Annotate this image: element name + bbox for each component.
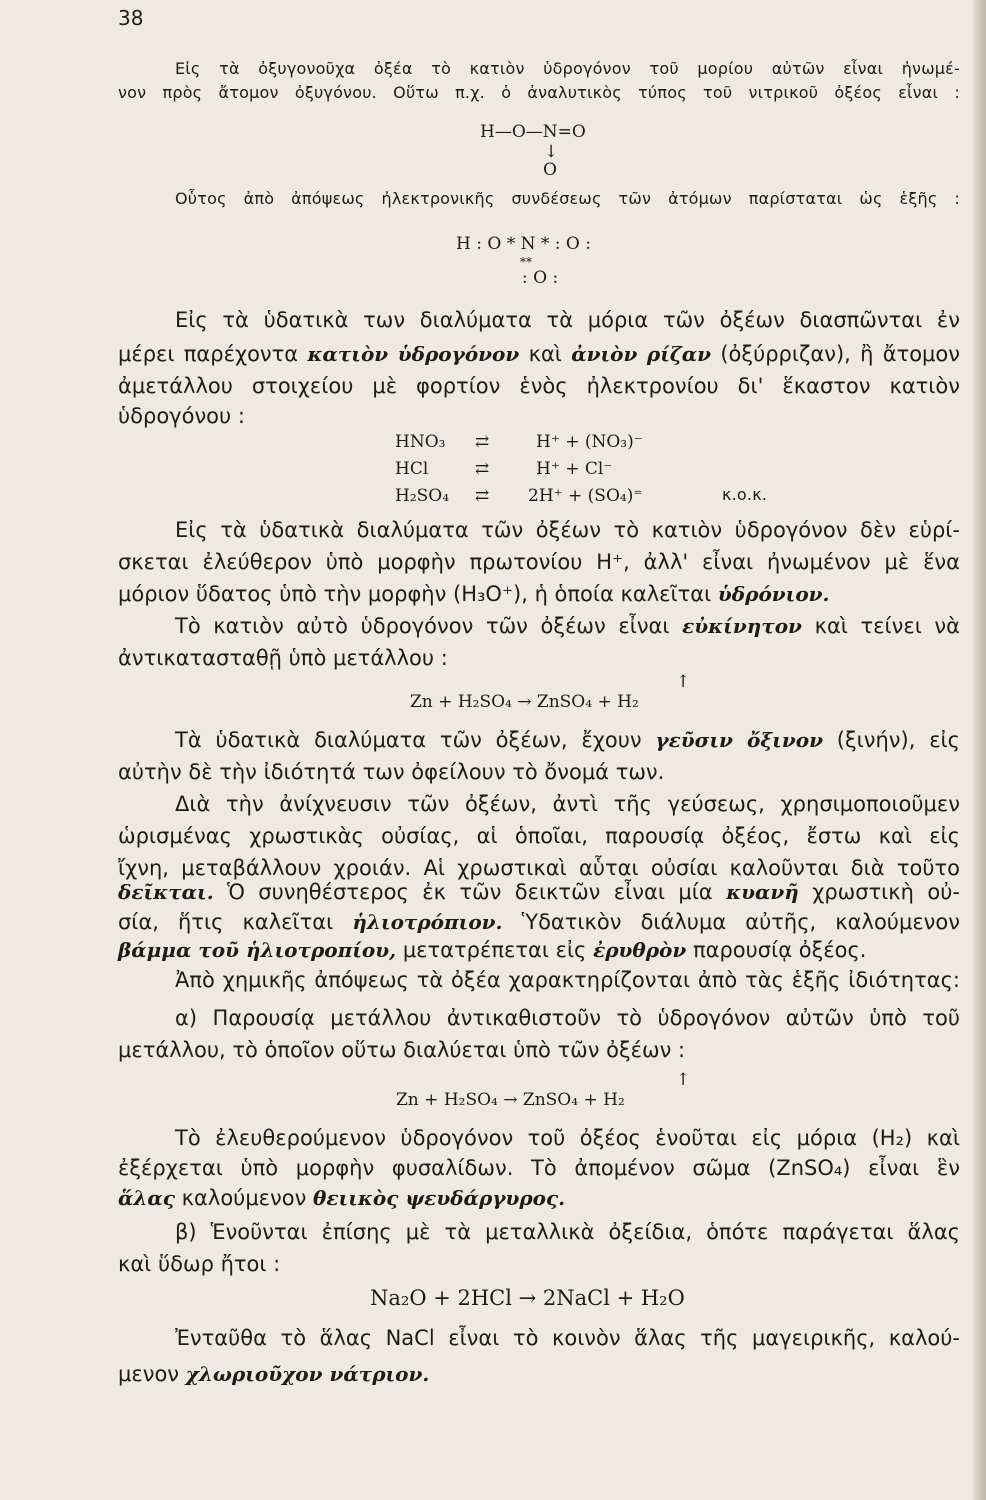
para2-line-1: Εἰς τὰ ὑδατικὰ διαλύματα τῶν ὀξέων τὸ κατιὸν ὑδρογόνον δὲν εὑρί-	[175, 518, 960, 542]
dissociation-1-left: HNO₃	[395, 432, 446, 452]
para5-line-5	[118, 908, 960, 936]
para5-line-5a: σία, ἥτις καλεῖται	[118, 910, 334, 934]
para2-line-2: σκεται ἐλεύθερον ὑπὸ μορφὴν πρωτονίου H⁺, ἀλλ' εἶναι ἠνωμένον μὲ ἕνα	[118, 550, 960, 574]
para4-line-1	[175, 726, 960, 754]
dissociation-note: κ.ο.κ.	[722, 485, 768, 504]
structural-formula-line-1: H—O—N=O	[480, 122, 586, 142]
para1-line-3: ἀμετάλλου στοιχείου μὲ φορτίον ἑνὸς ἠλεκτρονίου δι' ἕκαστον κατιὸν	[118, 374, 960, 398]
para1-line-2e: (ὀξύρριζαν), ἢ ἄτομον	[720, 342, 960, 366]
term-indicators: δεῖκται.	[118, 880, 214, 904]
para3-line-1	[175, 612, 960, 640]
lewis-line-2: **	[520, 255, 532, 269]
lewis-line-3: : O :	[522, 268, 559, 288]
para5-line-4	[118, 878, 960, 906]
para6: Ἀπὸ χημικῆς ἀπόψεως τὰ ὀξέα χαρακτηρίζονται ἀπὸ τὰς ἑξῆς ἰδιότητας:	[175, 968, 960, 992]
page-edge	[972, 0, 986, 1500]
para1-line-2c: καὶ	[528, 342, 562, 366]
reaction2: Zn + H₂SO₄ → ZnSO₄ + H₂	[396, 1090, 625, 1110]
para1-line-2a: μέρει παρέχοντα	[118, 342, 299, 366]
term-salt: ἅλας	[118, 1186, 175, 1210]
reaction1: Zn + H₂SO₄ → ZnSO₄ + H₂	[410, 692, 639, 712]
dissociation-3-right: 2H⁺ + (SO₄)⁼	[528, 486, 643, 506]
term-red: ἐρυθρὸν	[593, 938, 687, 962]
term-blue: κυανῆ	[726, 880, 799, 904]
para4-line-1a: Τὰ ὑδατικὰ διαλύματα τῶν ὀξέων, ἔχουν	[175, 728, 642, 752]
term-kation-hydrogen: κατιὸν ὑδρογόνον	[307, 342, 520, 366]
para5-line-4b: Ὁ συνηθέστερος ἐκ τῶν δεικτῶν εἶναι μία	[227, 880, 713, 904]
para1-line-1: Εἰς τὰ ὑδατικὰ των διαλύματα τὰ μόρια τῶν ὀξέων διασπῶνται ἐν	[175, 308, 960, 332]
dissociation-3-left: H₂SO₄	[395, 486, 450, 506]
para5-line-4d: χρωστικὴ οὐ-	[812, 880, 960, 904]
para8-line-1: Ἐνταῦθα τὸ ἅλας NaCl εἶναι τὸ κοινὸν ἅλας τῆς μαγειρικῆς, καλού-	[175, 1326, 960, 1350]
intro-line-1: Εἰς τὰ ὀξυγονοῦχα ὀξέα τὸ κατιὸν ὑδρογόνον τοῦ μορίου αὐτῶν εἶναι ἠνωμέ-	[175, 59, 960, 78]
dissociation-2-arrow: ⇄	[475, 459, 490, 479]
structural-formula-line-2: O	[543, 160, 557, 180]
para8-line-2	[118, 1360, 429, 1388]
term-litmus-tincture: βάμμα τοῦ ἡλιοτροπίου,	[118, 938, 397, 962]
para4-line-2: αὐτὴν δὲ τὴν ἰδιότητά των ὀφείλουν τὸ ὄνομά των.	[118, 760, 665, 784]
para7-line-2: ἐξέρχεται ὑπὸ μορφὴν φυσαλίδων. Τὸ ἀπομένον σῶμα (ZnSO₄) εἶναι ἓν	[118, 1156, 960, 1180]
para5-line-6b: μετατρέπεται εἰς	[402, 938, 587, 962]
item-a-line-2: μετάλλου, τὸ ὁποῖον οὕτω διαλύεται ὑπὸ τῶν ὀξέων :	[118, 1038, 686, 1062]
para5-line-6d: παρουσίᾳ ὀξέος.	[692, 938, 867, 962]
para3-line-1a: Τὸ κατιὸν αὐτὸ ὑδρογόνον τῶν ὀξέων εἶναι	[175, 614, 670, 638]
dissociation-2-left: HCl	[395, 459, 429, 479]
reaction3: Na₂O + 2HCl → 2NaCl + H₂O	[370, 1286, 685, 1310]
para5-line-1: Διὰ τὴν ἀνίχνευσιν τῶν ὀξέων, ἀντὶ τῆς γεύσεως, χρησιμοποιοῦμεν	[175, 792, 960, 816]
dissociation-3-arrow: ⇄	[475, 486, 490, 506]
para4-line-1c: (ξινήν), εἰς	[836, 728, 960, 752]
para2-line-3a: μόριον ὕδατος ὑπὸ τὴν μορφὴν (H₃O⁺), ἡ ὁποία καλεῖται	[118, 582, 712, 606]
para1-line-2	[118, 340, 960, 368]
para3-line-2: ἀντικατασταθῇ ὑπὸ μετάλλου :	[118, 646, 448, 670]
electronic-intro: Οὗτος ἀπὸ ἀπόψεως ἠλεκτρονικῆς συνδέσεως τῶν ἀτόμων παρίσταται ὡς ἑξῆς :	[175, 189, 960, 208]
para7-line-1: Τὸ ἐλευθερούμενον ὑδρογόνον τοῦ ὀξέος ἑνοῦται εἰς μόρια (H₂) καὶ	[175, 1126, 960, 1150]
lewis-line-1: H : O * N * : O :	[456, 234, 591, 254]
term-zinc-sulfate: θειικὸς ψευδάργυρος.	[313, 1186, 566, 1210]
item-b-line-1: β) Ἑνοῦνται ἐπίσης μὲ τὰ μεταλλικὰ ὀξείδια, ὁπότε παράγεται ἅλας	[175, 1220, 960, 1244]
item-b-line-2: καὶ ὕδωρ ἤτοι :	[118, 1252, 281, 1276]
page-number: 38	[118, 6, 144, 30]
para7-line-3b: καλούμενον	[181, 1186, 307, 1210]
para8-line-2a: μενον	[118, 1362, 180, 1386]
coordinate-bond-arrow: ↓	[544, 142, 559, 162]
para2-line-3	[118, 580, 830, 608]
term-litmus: ἡλιοτρόπιον.	[352, 910, 503, 934]
dissociation-1-arrow: ⇄	[475, 432, 490, 452]
para3-line-1c: καὶ τείνει νὰ	[814, 614, 960, 638]
reaction1-gas-arrow: ↑	[676, 672, 691, 692]
para5-line-2: ὡρισμένας χρωστικὰς οὐσίας, αἱ ὁποῖαι, παρουσίᾳ ὀξέος, ἔστω καὶ εἰς	[118, 824, 960, 848]
term-mobile: εὐκίνητον	[682, 614, 802, 638]
term-hydronium: ὑδρόνιον.	[717, 582, 830, 606]
para5-line-3: ἴχνη, μεταβάλλουν χροιάν. Αἱ χρωστικαὶ αὗται οὐσίαι καλοῦνται διὰ τοῦτο	[118, 856, 960, 880]
dissociation-1-right: H⁺ + (NO₃)⁻	[536, 432, 643, 452]
dissociation-2-right: H⁺ + Cl⁻	[536, 459, 613, 479]
term-sodium-chloride: χλωριοῦχον νάτριον.	[185, 1362, 430, 1386]
para7-line-3	[118, 1184, 565, 1212]
intro-line-2: νον πρὸς ἄτομον ὀξυγόνου. Οὕτω π.χ. ὁ ἀναλυτικὸς τύπος τοῦ νιτρικοῦ ὀξέος εἶναι :	[118, 83, 960, 102]
reaction2-gas-arrow: ↑	[676, 1070, 691, 1090]
item-a-line-1: α) Παρουσίᾳ μετάλλου ἀντικαθιστοῦν τὸ ὑδρογόνον αὐτῶν ὑπὸ τοῦ	[175, 1006, 960, 1030]
para1-line-4: ὑδρογόνου :	[118, 404, 245, 428]
para5-line-6	[118, 936, 866, 964]
term-sour-taste: γεῦσιν ὄξινον	[655, 728, 823, 752]
term-anion-root: ἀνιὸν ρίζαν	[571, 342, 712, 366]
para5-line-5c: Ὑδατικὸν διάλυμα αὐτῆς, καλούμενον	[521, 910, 960, 934]
